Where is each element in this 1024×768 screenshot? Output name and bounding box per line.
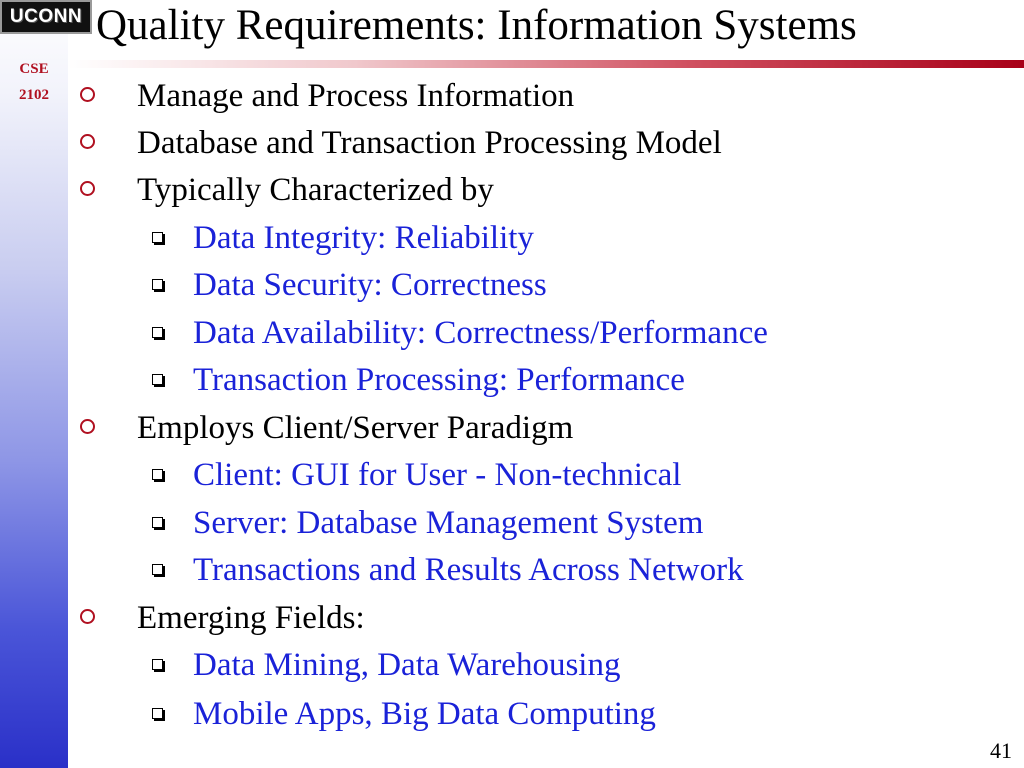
hollow-circle-bullet-icon — [80, 87, 95, 102]
bullet-text: Employs Client/Server Paradigm — [137, 410, 574, 446]
sub-bullet-text: Transaction Processing: Performance — [193, 362, 685, 398]
bullet-text: Manage and Process Information — [137, 78, 575, 114]
title-underline — [68, 60, 1024, 68]
course-dept: CSE — [19, 61, 49, 77]
sub-bullet-text: Client: GUI for User - Non-technical — [193, 457, 682, 493]
sub-bullet-text: Data Mining, Data Warehousing — [193, 647, 621, 683]
sub-bullet-text: Data Security: Correctness — [193, 267, 547, 303]
sub-bullet-text: Data Integrity: Reliability — [193, 220, 534, 256]
shadowed-square-bullet-icon — [152, 517, 163, 528]
hollow-circle-bullet-icon — [80, 609, 95, 624]
sidebar-gradient — [0, 0, 68, 768]
hollow-circle-bullet-icon — [80, 419, 95, 434]
logo-text: UCONN — [9, 6, 83, 27]
shadowed-square-bullet-icon — [152, 469, 163, 480]
sub-bullet-text: Transactions and Results Across Network — [193, 552, 744, 588]
page-number: 41 — [990, 738, 1012, 763]
shadowed-square-bullet-icon — [152, 279, 163, 290]
shadowed-square-bullet-icon — [152, 327, 163, 338]
bullet-text: Typically Characterized by — [137, 172, 494, 208]
shadowed-square-bullet-icon — [152, 374, 163, 385]
hollow-circle-bullet-icon — [80, 181, 95, 196]
bullet-text: Emerging Fields: — [137, 600, 365, 636]
sub-bullet-text: Mobile Apps, Big Data Computing — [193, 696, 656, 732]
slide-title: Quality Requirements: Information Systems — [96, 2, 857, 49]
uconn-logo — [0, 0, 92, 34]
shadowed-square-bullet-icon — [152, 232, 163, 243]
sub-bullet-text: Server: Database Management System — [193, 505, 704, 541]
course-number: 2102 — [19, 87, 49, 103]
course-label — [8, 56, 60, 108]
bullet-text: Database and Transaction Processing Model — [137, 125, 722, 161]
sub-bullet-text: Data Availability: Correctness/Performance — [193, 315, 768, 351]
shadowed-square-bullet-icon — [152, 659, 163, 670]
shadowed-square-bullet-icon — [152, 564, 163, 575]
hollow-circle-bullet-icon — [80, 134, 95, 149]
shadowed-square-bullet-icon — [152, 708, 163, 719]
